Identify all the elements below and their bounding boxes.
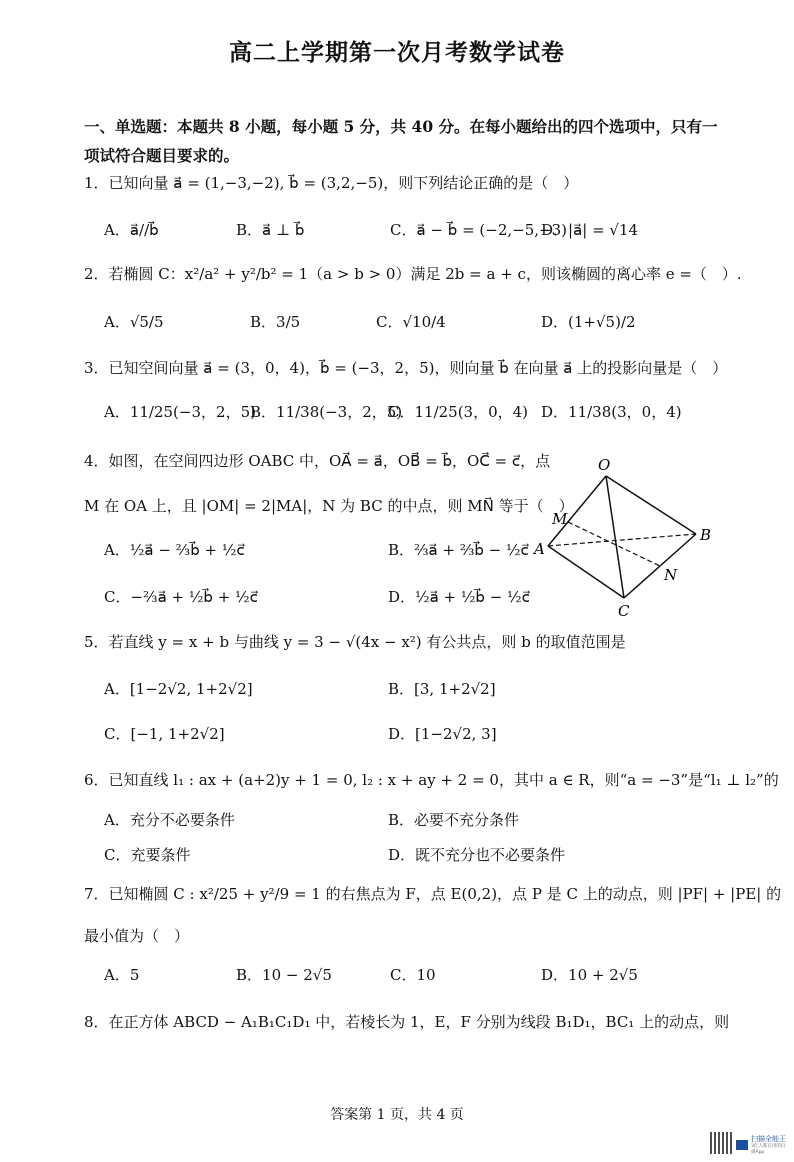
question-3-option-c: C．11/25(3，0，4) — [388, 403, 529, 421]
question-2-option-c: C．√10/4 — [376, 313, 446, 331]
edge-ob — [606, 476, 696, 534]
question-7-stem-line2: 最小值为（ ） — [84, 927, 190, 945]
question-4-stem-line1: 4．如图，在空间四边形 OABC 中，OA⃗ = a⃗，OB⃗ = b⃗，OC⃗ = c⃗，点 — [84, 452, 551, 470]
question-1-option-b: B．a⃗ ⊥ b⃗ — [236, 221, 305, 239]
question-1-option-c: C．a⃗ − b⃗ = (−2,−5,−3) — [390, 221, 567, 239]
question-4-option-b: B．⅔a⃗ + ⅔b⃗ − ½c⃗ — [388, 541, 529, 559]
question-4-stem-line2: M 在 OA 上，且 |OM| = 2|MA|，N 为 BC 的中点，则 MN⃗ 等于（ ） — [84, 497, 574, 515]
question-4-option-d: D．½a⃗ + ½b⃗ − ½c⃗ — [388, 588, 530, 606]
question-5-option-a: A．[1−2√2, 1+2√2] — [104, 680, 253, 698]
question-4-option-c: C．−⅔a⃗ + ½b⃗ + ½c⃗ — [104, 588, 258, 606]
question-6-option-d: D．既不充分也不必要条件 — [388, 846, 566, 864]
question-1-option-d: D．|a⃗| = √14 — [541, 221, 639, 239]
section-heading-line1: 一、单选题：本题共 8 小题，每小题 5 分，共 40 分。在每小题给出的四个选项中，只有一 — [84, 117, 718, 136]
label-o: O — [598, 456, 611, 474]
label-m: M — [552, 510, 568, 528]
watermark-line2: 3亿人都在用的扫描App — [751, 1144, 786, 1155]
question-5-option-b: B．[3, 1+2√2] — [388, 680, 496, 698]
question-5-option-d: D．[1−2√2, 3] — [388, 725, 497, 743]
question-6-option-a: A．充分不必要条件 — [104, 811, 235, 829]
page-footer: 答案第 1 页，共 4 页 — [330, 1107, 464, 1123]
question-1-option-a: A．a⃗//b⃗ — [104, 221, 159, 239]
question-6-option-b: B．必要不充分条件 — [388, 811, 520, 829]
edge-ac — [548, 546, 624, 598]
question-6-stem: 6．已知直线 l₁ : ax + (a+2)y + 1 = 0, l₂ : x + ay + 2 = 0，其中 a ∈ R，则“a = −3”是“l₁ ⊥ l₂”的 — [84, 771, 779, 789]
question-2-option-b: B．3/5 — [250, 313, 301, 331]
question-3-option-b: B．11/38(−3，2，5) — [250, 403, 403, 421]
question-2-option-a: A．√5/5 — [104, 313, 164, 331]
question-2-option-d: D．(1+√5)/2 — [541, 313, 636, 331]
label-c: C — [618, 602, 630, 620]
question-7-option-d: D．10 + 2√5 — [541, 966, 638, 984]
question-7-option-a: A．5 — [104, 966, 140, 984]
label-a: A — [534, 540, 545, 558]
question-2-stem: 2．若椭圆 C：x²/a² + y²/b² = 1（a > b > 0）满足 2b = a + c，则该椭圆的离心率 e =（ ）. — [84, 265, 742, 283]
question-3-option-d: D．11/38(3，0，4) — [541, 403, 682, 421]
watermark-line1: 扫描全能王 — [751, 1135, 786, 1143]
question-7-option-b: B．10 − 2√5 — [236, 966, 332, 984]
tetrahedron-figure — [532, 450, 722, 620]
question-6-option-c: C．充要条件 — [104, 846, 191, 864]
question-4-option-a: A．½a⃗ − ⅔b⃗ + ½c⃗ — [104, 541, 245, 559]
scanner-logo-icon — [736, 1140, 748, 1150]
question-7-stem-line1: 7．已知椭圆 C : x²/25 + y²/9 = 1 的右焦点为 F，点 E(0,2)，点 P 是 C 上的动点，则 |PF| + |PE| 的 — [84, 885, 782, 903]
page-title: 高二上学期第一次月考数学试卷 — [229, 39, 565, 66]
qr-code — [710, 1132, 732, 1154]
question-5-option-c: C．[−1, 1+2√2] — [104, 725, 225, 743]
question-3-stem: 3．已知空间向量 a⃗ = (3，0，4)，b⃗ = (−3，2，5)，则向量 b⃗ 在向量 a⃗ 上的投影向量是（ ） — [84, 359, 728, 377]
question-3-option-a: A．11/25(−3，2，5) — [104, 403, 256, 421]
label-n: N — [664, 566, 678, 584]
section-heading-line2: 项试符合题目要求的。 — [84, 146, 240, 165]
edge-oc — [606, 476, 624, 598]
label-b: B — [700, 526, 712, 544]
edge-ab-hidden — [548, 534, 696, 546]
scanner-watermark-logo — [736, 1134, 786, 1155]
question-7-option-c: C．10 — [390, 966, 436, 984]
question-1-stem: 1．已知向量 a⃗ = (1,−3,−2), b⃗ = (3,2,−5)，则下列结论正确的是（ ） — [84, 174, 579, 192]
question-8-stem: 8．在正方体 ABCD − A₁B₁C₁D₁ 中，若棱长为 1，E，F 分别为线段 B₁D₁，BC₁ 上的动点，则 — [84, 1013, 730, 1031]
question-5-stem: 5．若直线 y = x + b 与曲线 y = 3 − √(4x − x²) 有公共点，则 b 的取值范围是 — [84, 633, 626, 651]
